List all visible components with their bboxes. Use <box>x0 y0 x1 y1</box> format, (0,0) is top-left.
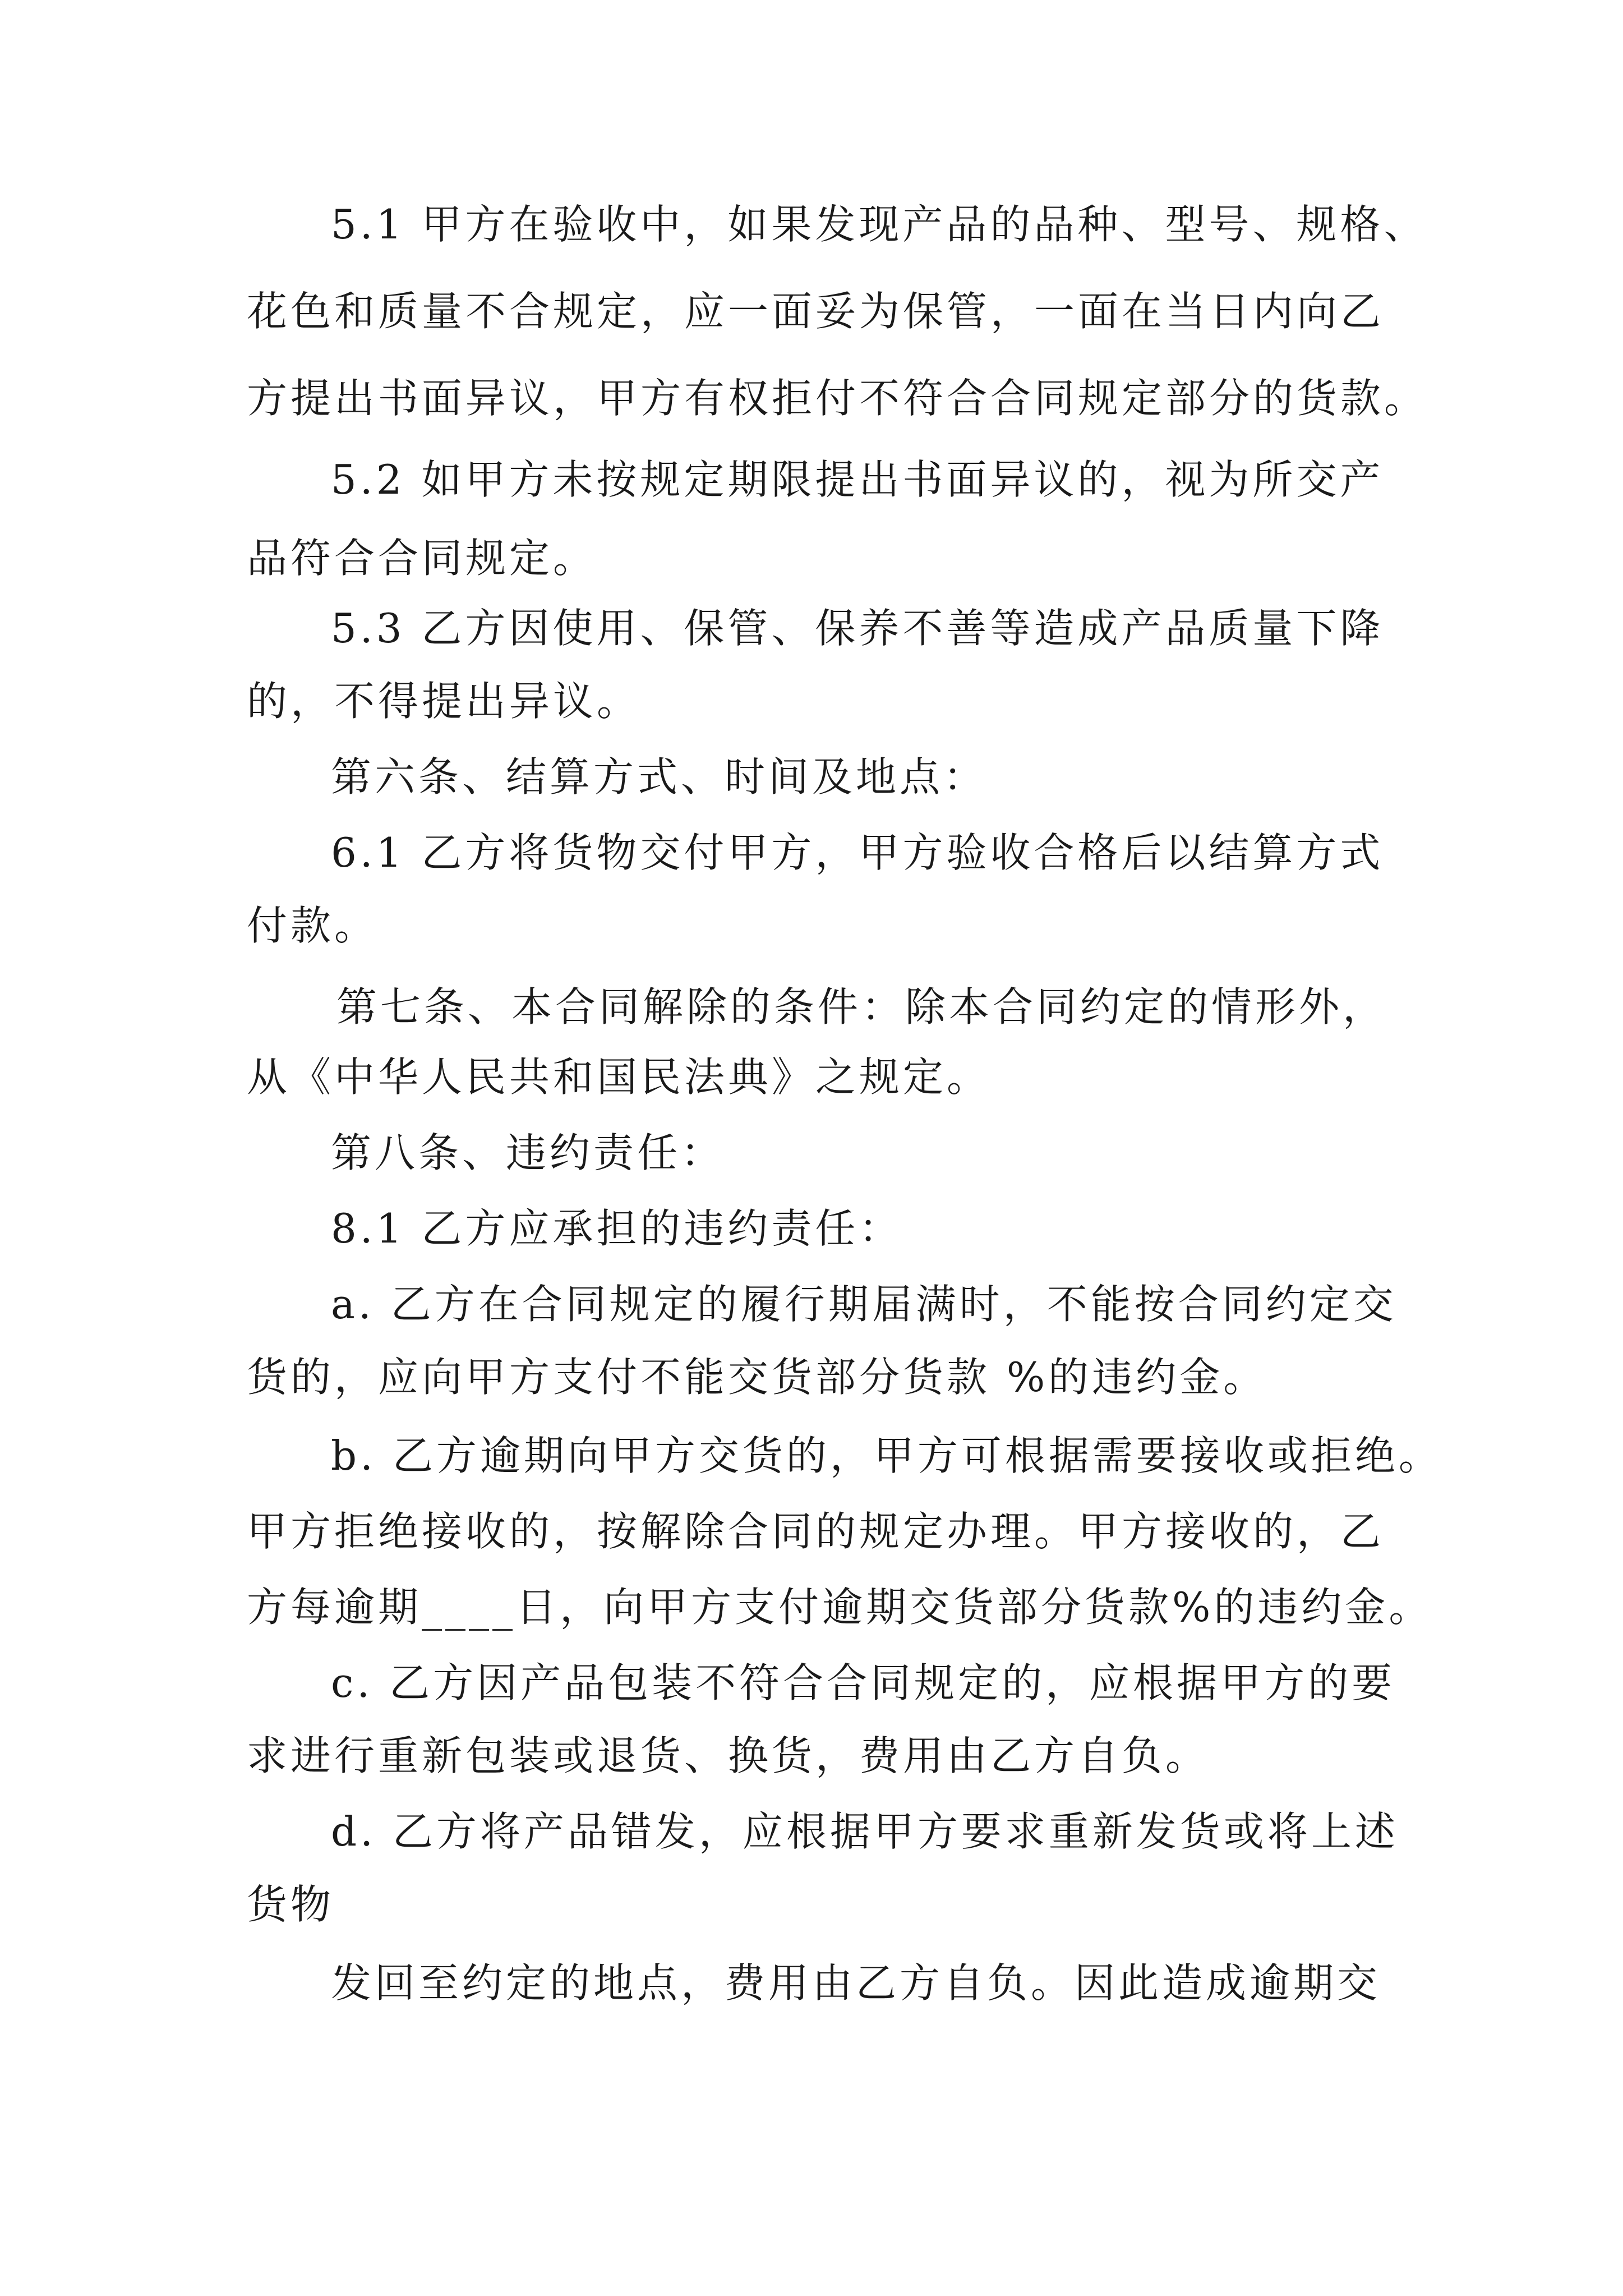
text-line-8: 第六条、结算方式、时间及地点： <box>331 753 988 800</box>
text-line-18: 甲方拒绝接收的，按解除合同的规定办理。甲方接收的，乙 <box>247 1508 1385 1555</box>
text-line-1: 5.1 甲方在验收中，如果发现产品的品种、型号、规格、 <box>331 201 1428 248</box>
text-line-3: 方提出书面异议，甲方有权拒付不符合合同规定部分的货款。 <box>247 375 1428 422</box>
text-line-5: 品符合合同规定。 <box>247 535 597 582</box>
text-line-21: 求进行重新包装或退货、换货，费用由乙方自负。 <box>247 1732 1210 1779</box>
text-line-2: 花色和质量不合规定，应一面妥为保管，一面在当日内向乙 <box>247 288 1385 335</box>
text-line-24: 发回至约定的地点，费用由乙方自负。因此造成逾期交 <box>331 1959 1381 2007</box>
text-line-19: 方每逾期____日，向甲方支付逾期交货部分货款%的违约金。 <box>247 1584 1433 1631</box>
text-line-11: 第七条、本合同解除的条件：除本合同约定的情形外， <box>336 983 1387 1030</box>
text-line-6: 5.3 乙方因使用、保管、保养不善等造成产品质量下降 <box>331 605 1384 652</box>
text-line-22: d. 乙方将产品错发，应根据甲方要求重新发货或将上述 <box>331 1808 1399 1855</box>
text-line-14: 8.1 乙方应承担的违约责任： <box>331 1205 903 1252</box>
text-line-13: 第八条、违约责任： <box>331 1129 725 1176</box>
text-line-17: b. 乙方逾期向甲方交货的，甲方可根据需要接收或拒绝。 <box>331 1432 1442 1479</box>
text-line-12: 从《中华人民共和国民法典》之规定。 <box>247 1053 991 1101</box>
text-line-16: 货的，应向甲方支付不能交货部分货款 %的违约金。 <box>247 1354 1267 1401</box>
text-line-15: a. 乙方在合同规定的履行期届满时，不能按合同约定交 <box>331 1281 1397 1328</box>
text-line-23: 货物 <box>247 1881 335 1928</box>
text-line-9: 6.1 乙方将货物交付甲方，甲方验收合格后以结算方式 <box>331 829 1384 876</box>
text-line-20: c. 乙方因产品包装不符合合同规定的，应根据甲方的要 <box>331 1659 1396 1706</box>
text-line-10: 付款。 <box>247 902 379 949</box>
text-line-4: 5.2 如甲方未按规定期限提出书面异议的，视为所交产 <box>331 456 1384 503</box>
text-line-7: 的，不得提出异议。 <box>247 678 641 725</box>
